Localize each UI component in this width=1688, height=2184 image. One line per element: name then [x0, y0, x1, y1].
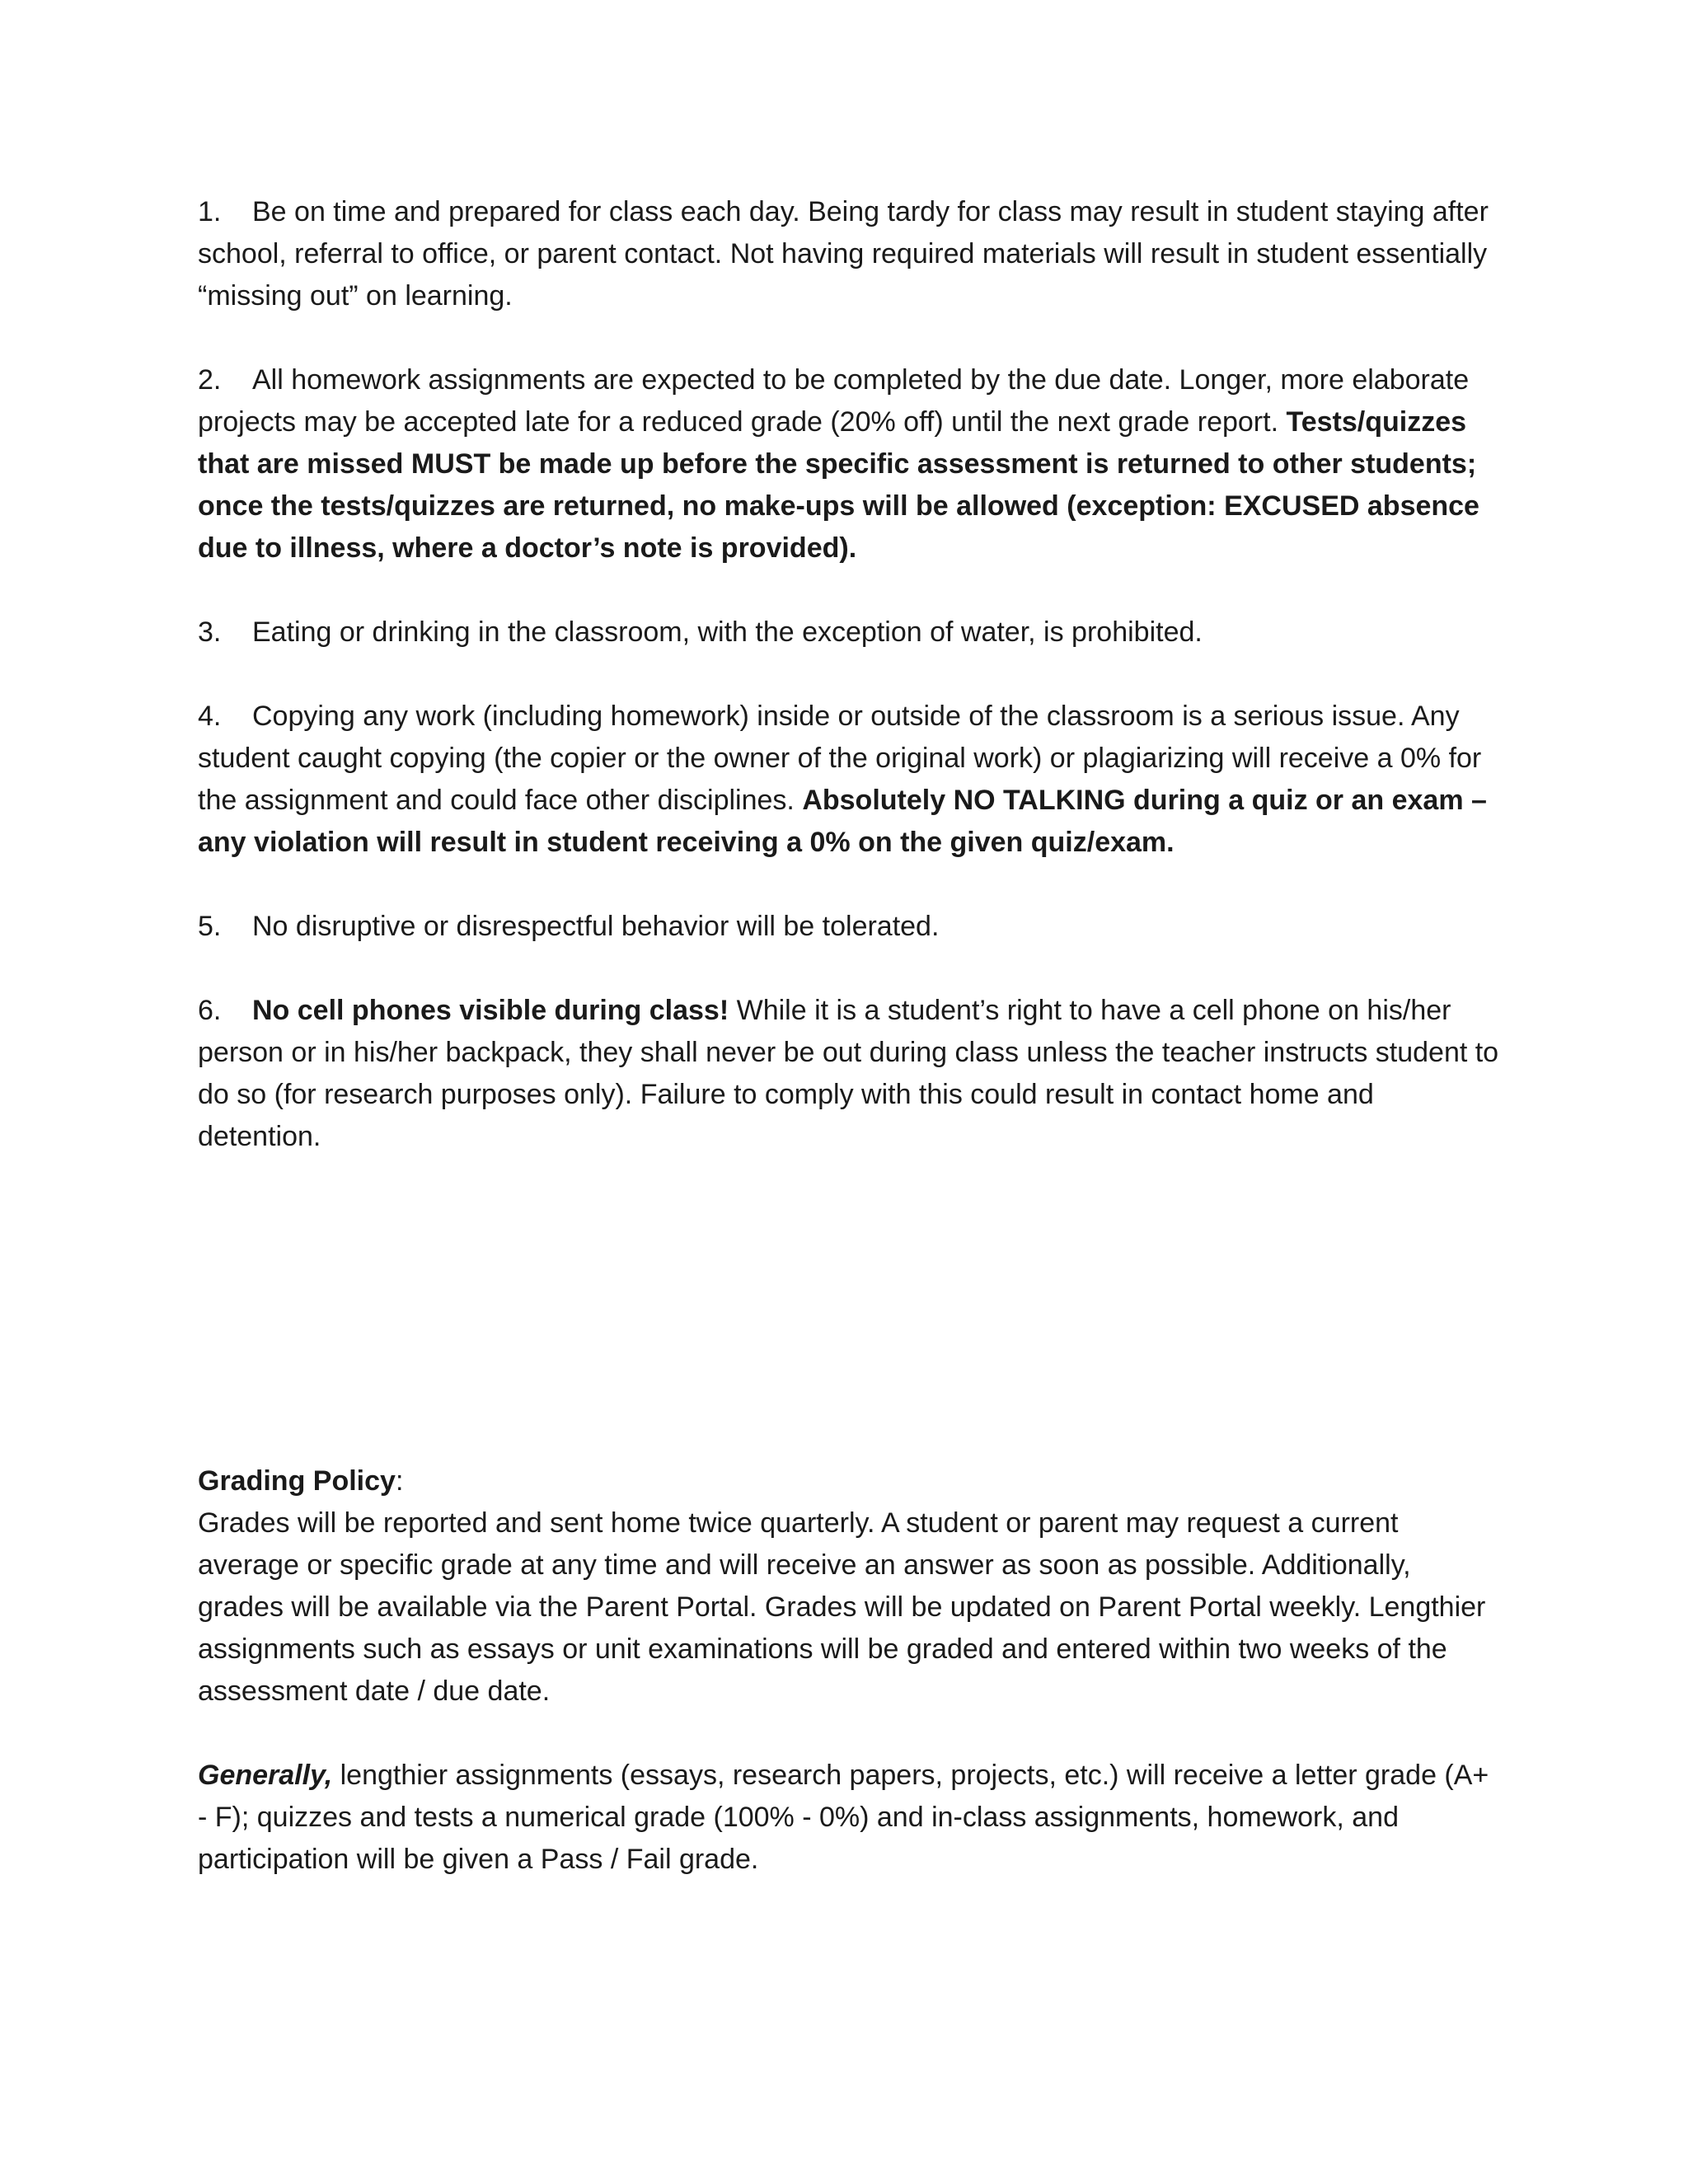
rule-item-4: [198, 696, 1500, 864]
rule-text: Copying any work (including homework) inside or outside of the classroom is a serious issue. Any student caught copying (the copier or the owner of the original work) or plagiarizing will receive a 0% for the assignment and could face other disciplines.: [198, 701, 1482, 816]
rule-number: 6.: [198, 995, 222, 1026]
rule-text: No disruptive or disrespectful behavior will be tolerated.: [252, 911, 940, 942]
rule-item-1: [198, 191, 1500, 317]
grading-paragraph-2: [198, 1755, 1500, 1881]
rule-number: 2.: [198, 364, 222, 396]
rule-item-2: [198, 359, 1500, 569]
rule-number: 5.: [198, 911, 222, 942]
rule-text: All homework assignments are expected to be completed by the due date. Longer, more elaborate projects may be accepted late for a reduced grade (20% off) until the next grade report.: [198, 364, 1470, 438]
grading-heading-colon: :: [395, 1465, 404, 1497]
rule-text-bold: Tests/quizzes that are missed MUST be made up before the specific assessment is returned to other students; once the tests/quizzes are returned, no make-ups will be allowed (exception: EXCUSED absence due to illness, where a doctor’s note is provided).: [198, 406, 1479, 564]
rule-item-6: [198, 990, 1500, 1158]
section-gap: [198, 1200, 1500, 1460]
rule-text-bold: No cell phones visible during class!: [252, 995, 729, 1026]
rule-number: 3.: [198, 616, 222, 648]
rule-number: 4.: [198, 701, 222, 732]
grading-heading: [198, 1460, 1500, 1502]
rule-item-5: [198, 906, 1500, 948]
grading-paragraph-1: Grades will be reported and sent home twice quarterly. A student or parent may request a current average or specific grade at any time and will receive an answer as soon as possible. Additionally, grades will be available via the Parent Portal. Grades will be updated on Parent Portal weekly. Lengthier assignments such as essays or unit examinations will be graded and entered within two weeks of the assessment date / due date.: [198, 1507, 1486, 1707]
rule-text: While it is a student’s right to have a cell phone on his/her person or in his/her backpack, they shall never be out during class unless the teacher instructs student to do so (for research purposes only). Failure to comply with this could result in contact home and detention.: [198, 995, 1499, 1152]
rule-item-3: [198, 612, 1500, 654]
grading-paragraph-2-lead: Generally,: [198, 1760, 333, 1791]
document-content: [198, 191, 1500, 1923]
rule-text: Eating or drinking in the classroom, with the exception of water, is prohibited.: [252, 616, 1203, 648]
grading-heading-text: Grading Policy: [198, 1465, 396, 1497]
grading-paragraph-2-rest: lengthier assignments (essays, research papers, projects, etc.) will receive a letter grade (A+ - F); quizzes and tests a numerical grade (100% - 0%) and in-class assignments, homework, and participation will be given a Pass / Fail grade.: [198, 1760, 1489, 1875]
rule-number: 1.: [198, 196, 222, 227]
rule-text-bold: Absolutely NO TALKING during a quiz or an exam – any violation will result in student receiving a 0% on the given quiz/exam.: [198, 785, 1487, 858]
rule-text: Be on time and prepared for class each day. Being tardy for class may result in student staying after school, referral to office, or parent contact. Not having required materials will result in student essentially “missing out” on learning.: [198, 196, 1489, 312]
